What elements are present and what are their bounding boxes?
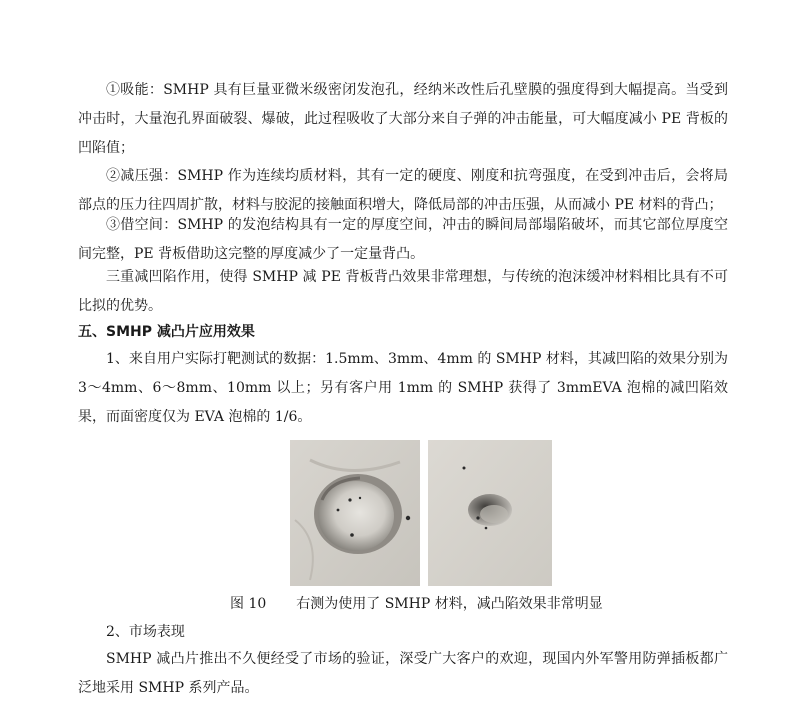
paragraph-space-borrowing: ③借空间：SMHP 的发泡结构具有一定的厚度空间，冲击的瞬间局部塌陷破坏，而其它部位厚度空间完整，PE 背板借助这完整的厚度减少了一定量背凸。: [78, 217, 728, 262]
paragraph-user-test-data: 1、来自用户实际打靶测试的数据：1.5mm、3mm、4mm 的 SMHP 材料，其减凹陷的效果分别为 3～4mm、6～8mm、10mm 以上；另有客户用 1mm 的 SMHP 获得了 3mmEVA 泡棉的减凹陷效果，而面密度仅为 EVA 泡棉的 1/6。: [78, 351, 728, 425]
paragraph-triple-effect: 三重减凹陷作用，使得 SMHP 减 PE 背板背凸效果非常理想，与传统的泡沫缓冲材料相比具有不可比拟的优势。: [78, 269, 728, 314]
photo-dent-with-smhp: [428, 440, 552, 586]
photo-dent-without-smhp: [290, 440, 420, 586]
paragraph-pressure-reduction: ②减压强：SMHP 作为连续均质材料，其有一定的硬度、刚度和抗弯强度，在受到冲击后，会将局部点的压力往四周扩散，材料与胶泥的接触面积增大，降低局部的冲击压强，从而减小 PE 材料的背凸；: [78, 168, 728, 213]
subheading-market-performance: 2、市场表现: [106, 624, 185, 640]
paragraph-market-performance: SMHP 减凸片推出不久便经受了市场的验证，深受广大客户的欢迎，现国内外军警用防弹插板都广泛地采用 SMHP 系列产品。: [78, 651, 728, 696]
figure-caption-text: 右测为使用了 SMHP 材料，减凸陷效果非常明显: [296, 596, 603, 612]
section-heading-application: 五、SMHP 减凸片应用效果: [78, 324, 255, 340]
figure-caption: [230, 594, 603, 614]
figure-number: 图 10: [230, 596, 267, 612]
paragraph-energy-absorption: ①吸能：SMHP 具有巨量亚微米级密闭发泡孔，经纳米改性后孔壁膜的强度得到大幅提高。当受到冲击时，大量泡孔界面破裂、爆破，此过程吸收了大部分来自子弹的冲击能量，可大幅度减小 PE 背板的凹陷值；: [78, 82, 728, 156]
